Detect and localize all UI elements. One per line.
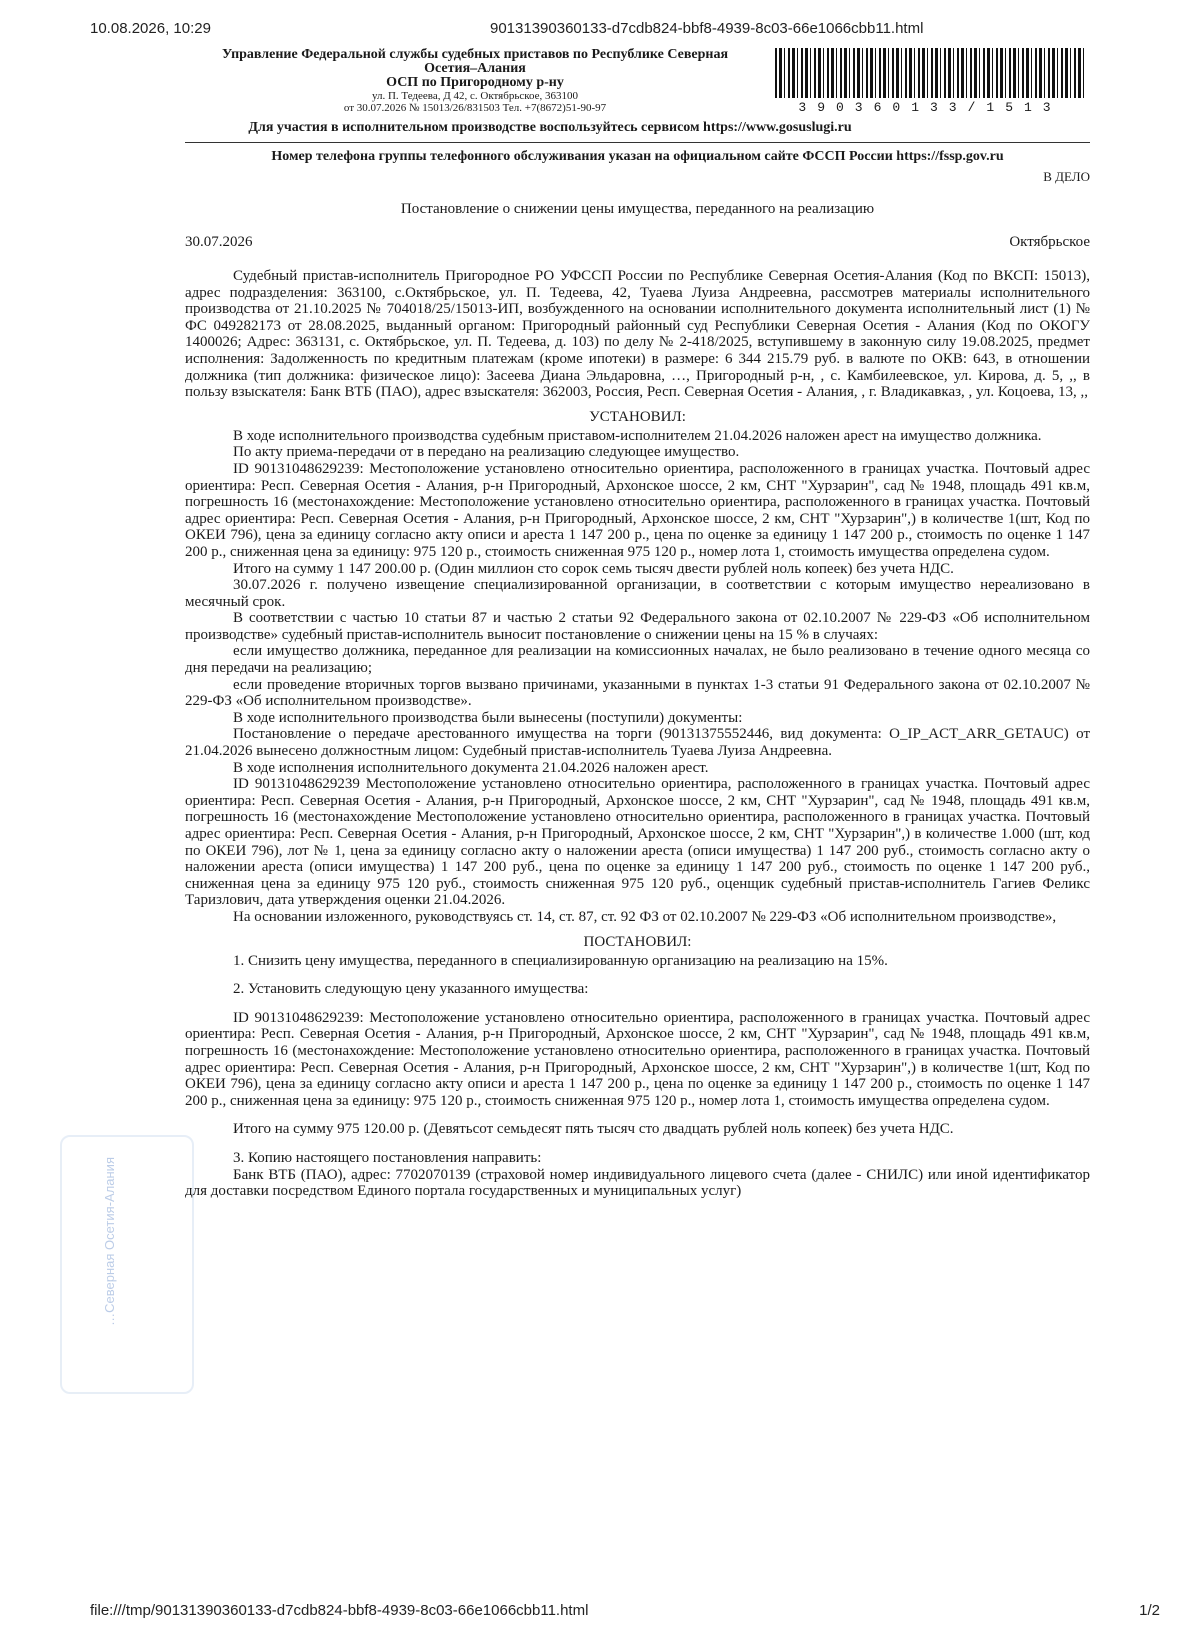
agency-line1: Управление Федеральной службы судебных приставов по Республике Северная	[221, 47, 729, 62]
document-place: Октябрьское	[1009, 234, 1090, 250]
footer-path: file:///tmp/90131390360133-d7cdb824-bbf8-4939-8c03-66e1066cbb11.html	[90, 1602, 589, 1619]
paragraph: ID 90131048629239: Местоположение установлено относительно ориентира, расположенного в границах участка. Почтовый адрес ориентира: Респ. Северная Осетия - Алания, р-н Пригородный, Архонское шоссе, 2 км, СНТ "Хурзарин", сад № 1948, площадь 491 кв.м, погрешность 16 (местонахождение: Местоположение установлено относительно ориентира, расположенного в границах участка. Почтовый адрес ориентира: Респ. Северная Осетия - Алания, р-н Пригородный, Архонское шоссе, 2 км, СНТ "Хурзарин",) в количестве 1(шт, Код по ОКЕИ 796), цена за единицу согласно акту описи и ареста 1 147 200 р., цена по оценке за единицу 1 147 200 р., стоимость по оценке 1 147 200 р., сниженная цена за единицу: 975 120 р., стоимость сниженная 975 120 р., номер лота 1, стоимость имущества определена судом.	[185, 460, 1090, 560]
paragraph: По акту приема-передачи от в передано на реализацию следующее имущество.	[233, 444, 740, 461]
document-ref: от 30.07.2026 № 15013/26/831503 Тел. +7(8672)51-90-97	[343, 102, 607, 114]
print-header	[90, 16, 1160, 42]
agency-line2: Осетия–Алания	[424, 61, 526, 76]
agency-block	[185, 48, 765, 114]
document-date: 30.07.2026	[185, 234, 253, 250]
barcode	[775, 48, 1085, 115]
paragraph: Итого на сумму 1 147 200.00 р. (Один миллион сто сорок семь тысяч двести рублей ноль копеек) без учета НДС.	[233, 560, 954, 577]
stamp	[60, 1135, 194, 1394]
ustanovil-heading: УСТАНОВИЛ:	[589, 408, 686, 425]
print-timestamp: 10.08.2026, 10:29	[90, 20, 211, 37]
paragraph: если проведение вторичных торгов вызвано причинами, указанными в пунктах 1-3 статьи 91 Федерального закона от 02.10.2007 № 229-ФЗ «Об исполнительном производстве».	[185, 676, 1090, 710]
resolution-item: 1. Снизить цену имущества, переданного в специализированную организацию на реализацию на 15%.	[233, 952, 888, 969]
phone-notice: Номер телефона группы телефонного обслуживания указан на официальном сайте ФССП России https://fssp.gov.ru	[185, 142, 1090, 165]
paragraph: 30.07.2026 г. получено извещение специализированной организации, в соответствии с которым имущество нереализовано в месячный срок.	[185, 577, 1090, 610]
paragraph: На основании изложенного, руководствуясь ст. 14, ст. 87, ст. 92 ФЗ от 02.10.2007 № 229-ФЗ «Об исполнительном производстве»,	[233, 908, 1057, 925]
document	[185, 48, 1090, 1200]
print-filename: 90131390360133-d7cdb824-bbf8-4939-8c03-66e1066cbb11.html	[490, 20, 924, 37]
stamp-text: …Северная Осетия-Алания	[102, 1157, 117, 1326]
document-body	[185, 268, 1090, 1200]
barcode-bars	[775, 48, 1085, 98]
resolution-item: ID 90131048629239: Местоположение установлено относительно ориентира, расположенного в границах участка. Почтовый адрес ориентира: Респ. Северная Осетия - Алания, р-н Пригородный, Архонское шоссе, 2 км, СНТ "Хурзарин", сад № 1948, площадь 491 кв.м, погрешность 16 (местонахождение: Местоположение установлено относительно ориентира, расположенного в границах участка. Почтовый адрес ориентира: Респ. Северная Осетия - Алания, р-н Пригородный, Архонское шоссе, 2 км, СНТ "Хурзарин",) в количестве 1(шт, Код по ОКЕИ 796), цена за единицу согласно акту описи и ареста 1 147 200 р., цена по оценке за единицу 1 147 200 р., стоимость по оценке 1 147 200 р., сниженная цена за единицу: 975 120 р., стоимость сниженная 975 120 р., номер лота 1, стоимость имущества определена судом.	[185, 1009, 1090, 1109]
resolution-item: Итого на сумму 975 120.00 р. (Девятьсот семьдесят пять тысяч сто двадцать рублей ноль копеек) без учета НДС.	[233, 1121, 954, 1138]
vdelo-mark: В ДЕЛО	[1043, 169, 1090, 184]
gosuslugi-notice: Для участия в исполнительном производстве воспользуйтесь сервисом https://www.gosuslugi.ru	[248, 120, 852, 135]
barcode-number: 390360133/1513	[798, 100, 1062, 115]
agency-address: ул. П. Тедеева, Д 42, с. Октябрьское, 363100	[371, 90, 579, 102]
resolution-item: 3. Копию настоящего постановления направить:	[233, 1149, 542, 1166]
paragraph: В ходе исполнительного производства были вынесены (поступили) документы:	[233, 709, 743, 726]
paragraph: Постановление о передаче арестованного имущества на торги (90131375552446, вид документа: O_IP_ACT_ARR_GETAUC) от 21.04.2026 вынесено должностным лицом: Судебный пристав-исполнитель Туаева Луиза Андреевна.	[185, 726, 1090, 760]
resolution-item: 2. Установить следующую цену указанного имущества:	[233, 981, 589, 998]
page-number: 1/2	[1139, 1602, 1160, 1619]
postanovil-heading: ПОСТАНОВИЛ:	[583, 933, 692, 950]
paragraph: ID 90131048629239 Местоположение установлено относительно ориентира, расположенного в границах участка. Почтовый адрес ориентира: Респ. Северная Осетия - Алания, р-н Пригородный, Архонское шоссе, 2 км, СНТ "Хурзарин", сад № 1948, площадь 491 кв.м, погрешность 16 (местонахождение Местоположение установлено относительно ориентира, расположенного в границах участка. Почтовый адрес ориентира: Респ. Северная Осетия - Алания, р-н Пригородный, Архонское шоссе, 2 км, СНТ "Хурзарин",) в количестве 1.000 (шт, код по ОКЕИ 796), лот № 1, цена за единицу согласно акту о наложении ареста (описи имущества) 1 147 200 руб., стоимость согласно акту о наложении ареста (описи имущества) 1 147 200 руб., цена по оценке за единицу 1 147 200 руб., стоимость по оценке 1 147 200 руб., сниженная цена за единицу 975 120 руб., стоимость сниженная 975 120 руб., оценщик судебный пристав-исполнитель Гагиев Феликс Таризлович, дата утверждения оценки 21.04.2026.	[185, 776, 1090, 909]
osp-name: ОСП по Пригородному р-ну	[386, 75, 564, 90]
resolution-item: Банк ВТБ (ПАО), адрес: 7702070139 (страховой номер индивидуального лицевого счета (далее - СНИЛС) или иной идентификатор для доставки посредством Единого портала государственных и муниципальных услуг)	[185, 1166, 1090, 1200]
print-footer	[90, 1602, 1160, 1624]
date-place	[185, 234, 1090, 254]
paragraph: В ходе исполнения исполнительного документа 21.04.2026 наложен арест.	[233, 759, 709, 776]
paragraph: В ходе исполнительного производства судебным приставом-исполнителем 21.04.2026 наложен арест на имущество должника.	[233, 427, 1042, 444]
document-title: Постановление о снижении цены имущества, переданного на реализацию	[400, 201, 875, 217]
paragraph: если имущество должника, переданное для реализации на комиссионных началах, не было реализовано в течение одного месяца со дня передачи на реализацию;	[185, 643, 1090, 677]
intro-paragraph: Судебный пристав-исполнитель Пригородное РО УФССП России по Республике Северная Осетия-Алания (Код по ВКСП: 15013), адрес подразделения: 363100, с.Октябрьское, ул. П. Тедеева, 42, Туаева Луиза Андреевна, рассмотрев материалы исполнительного производства от 21.10.2025 № 704018/25/15013-ИП, возбужденного на основании исполнительного документа исполнительный лист (1) № ФС 049282173 от 28.08.2025, выданный органом: Пригородный районный суд Республики Северная Осетия - Алания (Код по ОКОГУ 1400026; Адрес: 363131, с. Октябрьское, ул. П. Тедеева, д. 103) по делу № 2-418/2025, вступившему в законную силу 19.08.2025, предмет исполнения: Задолженность по кредитным платежам (кроме ипотеки) в размере: 6 344 215.79 руб. в валюте по ОКВ: 643, в отношении должника (тип должника: физическое лицо): Засеева Диана Эльдаровна, …, Пригородный р-н, , с. Камбилеевское, ул. Кирова, д. 5, ,, в пользу взыскателя: Банк ВТБ (ПАО), адрес взыскателя: 362003, Россия, Респ. Северная Осетия - Алания, , г. Владикавказ, , ул. Коцоева, 13, ,,	[185, 268, 1090, 401]
paragraph: В соответствии с частью 10 статьи 87 и частью 2 статьи 92 Федерального закона от 02.10.2007 № 229-ФЗ «Об исполнительном производстве» судебный пристав-исполнитель выносит постановление о снижении цены на 15 % в случаях:	[185, 610, 1090, 643]
